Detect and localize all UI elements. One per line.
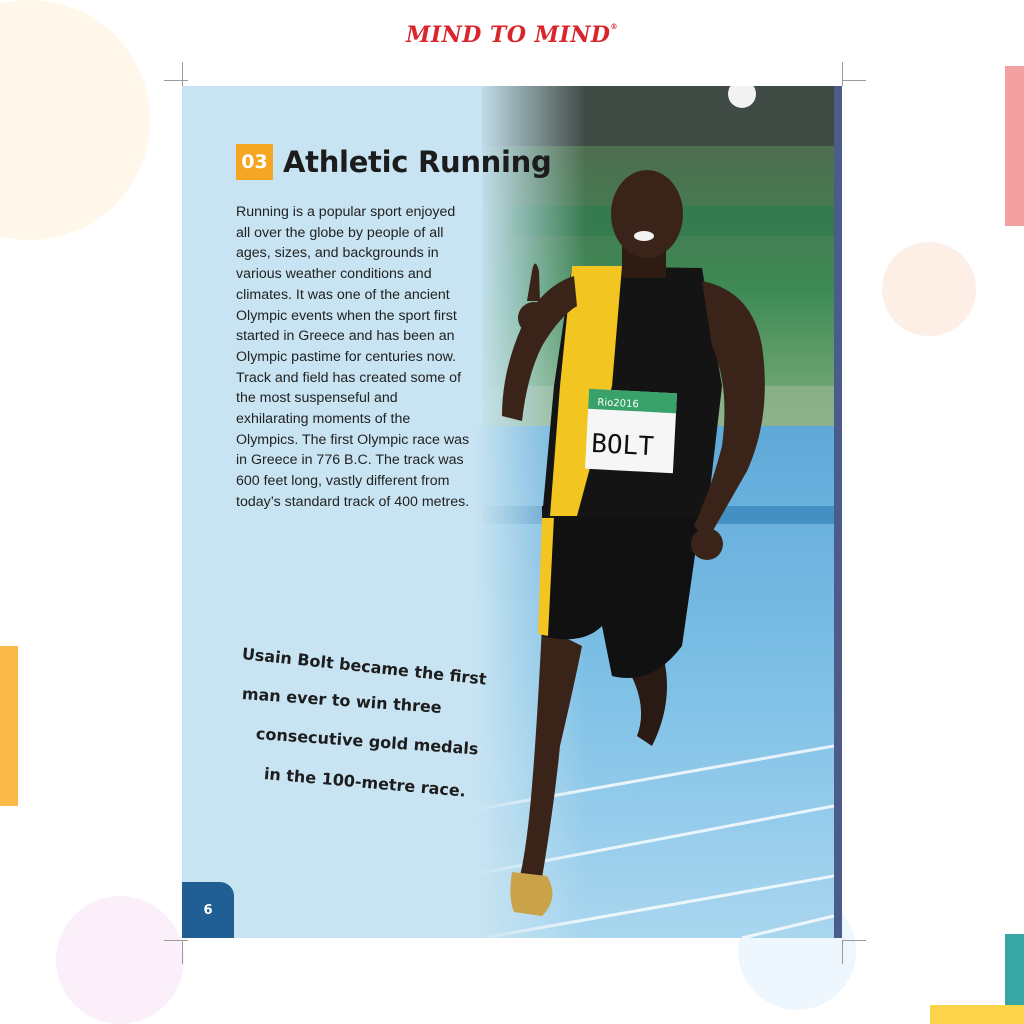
deco-bar-pink [1005,66,1024,226]
section-heading [236,144,551,180]
bib-event-label: Rio2016 [597,397,639,411]
crop-mark [842,940,843,964]
bib-name-label: BOLT [590,428,655,463]
page-title: Athletic Running [283,145,552,179]
deco-bar-teal [1005,934,1024,1006]
deco-bar-yellow [930,1005,1024,1024]
crop-mark [164,940,188,941]
crop-mark [842,62,843,86]
crop-mark [842,80,866,81]
brand-name: MIND TO MIND [405,22,611,48]
crop-mark [842,940,866,941]
book-page [182,86,834,938]
crop-mark [164,80,188,81]
brand-logo [0,22,1024,48]
callout-line: man ever to win three [241,684,443,717]
callout-quote [241,634,502,801]
deco-bar-orange [0,646,18,806]
body-paragraph: Running is a popular sport enjoyed all over the globe by people of all ages, sizes, and backgrounds in various weather conditions and climates. It was one of the ancient Olympic events when the sport first started in Greece and has been an Olympic pastime for centuries now. Track and field has created some of the most suspenseful and exhilarating moments of the Olympics. The first Olympic race was in Greece in 776 B.C. The track was 600 feet long, vastly different from today’s standard track of 400 metres. [236,204,470,510]
callout-line: consecutive gold medals [255,724,479,759]
deco-circle-lavender [56,896,184,1024]
brand-registered-mark: ® [610,22,618,31]
callout-line: Usain Bolt became the first [241,644,488,689]
crop-mark [182,940,183,964]
crop-mark [182,62,183,86]
page-edge [834,86,842,938]
deco-circle-peach [882,242,976,336]
section-number-badge: 03 [236,144,273,180]
page-number: 6 [182,882,234,938]
callout-line: in the 100-metre race. [263,764,467,801]
